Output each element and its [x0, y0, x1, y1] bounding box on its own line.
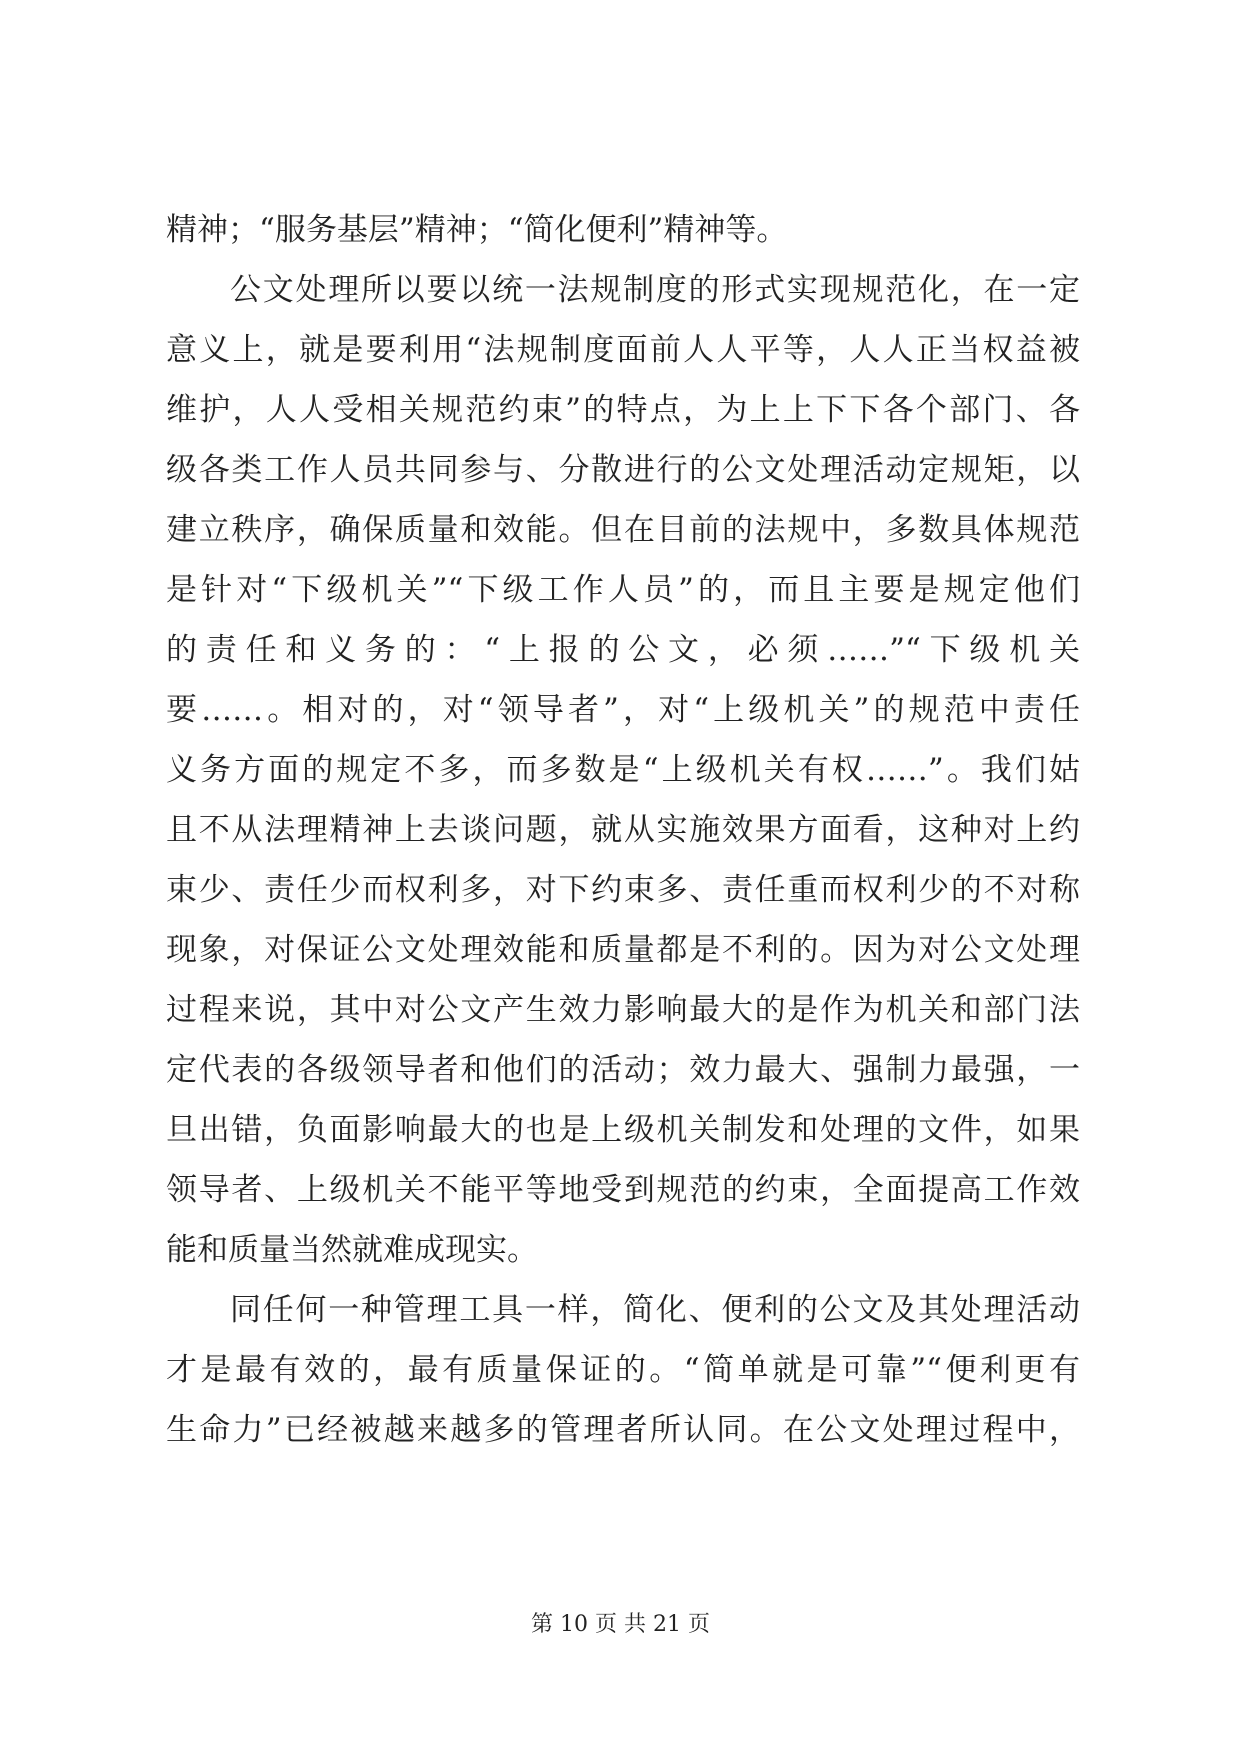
text-line: 维护，人人受相关规范约束”的特点，为上上下下各个部门、各	[166, 392, 1080, 428]
text-line: 意义上，就是要利用“法规制度面前人人平等，人人正当权益被	[166, 332, 1080, 368]
text-line: 是针对“下级机关”“下级工作人员”的，而且主要是规定他们	[166, 572, 1080, 608]
text-line: 的责任和义务的：“上报的公文，必须……”“下级机关	[166, 632, 1080, 668]
text-line: 能和质量当然就难成现实。	[166, 1232, 538, 1268]
text-line: 定代表的各级领导者和他们的活动；效力最大、强制力最强，一	[166, 1052, 1080, 1088]
text-line: 领导者、上级机关不能平等地受到规范的约束，全面提高工作效	[166, 1172, 1080, 1208]
text-line: 义务方面的规定不多，而多数是“上级机关有权……”。我们姑	[166, 752, 1080, 788]
text-line: 同任何一种管理工具一样，简化、便利的公文及其处理活动	[230, 1292, 1080, 1328]
text-line: 公文处理所以要以统一法规制度的形式实现规范化，在一定	[230, 272, 1080, 308]
text-line: 才是最有效的，最有质量保证的。“简单就是可靠”“便利更有	[166, 1352, 1080, 1388]
document-body	[166, 200, 1080, 1460]
text-line: 生命力”已经被越来越多的管理者所认同。在公文处理过程中，	[166, 1412, 1080, 1448]
text-line: 现象，对保证公文处理效能和质量都是不利的。因为对公文处理	[166, 932, 1080, 968]
text-line: 建立秩序，确保质量和效能。但在目前的法规中，多数具体规范	[166, 512, 1080, 548]
text-line: 旦出错，负面影响最大的也是上级机关制发和处理的文件，如果	[166, 1112, 1080, 1148]
text-line: 级各类工作人员共同参与、分散进行的公文处理活动定规矩，以	[166, 452, 1080, 488]
text-line: 过程来说，其中对公文产生效力影响最大的是作为机关和部门法	[166, 992, 1080, 1028]
text-line: 精神；“服务基层”精神；“简化便利”精神等。	[166, 212, 788, 248]
text-line: 要……。相对的，对“领导者”，对“上级机关”的规范中责任	[166, 692, 1080, 728]
text-line: 束少、责任少而权利多，对下约束多、责任重而权利少的不对称	[166, 872, 1080, 908]
text-line: 且不从法理精神上去谈问题，就从实施效果方面看，这种对上约	[166, 812, 1080, 848]
page-footer: 第 10 页 共 21 页	[531, 1612, 710, 1637]
